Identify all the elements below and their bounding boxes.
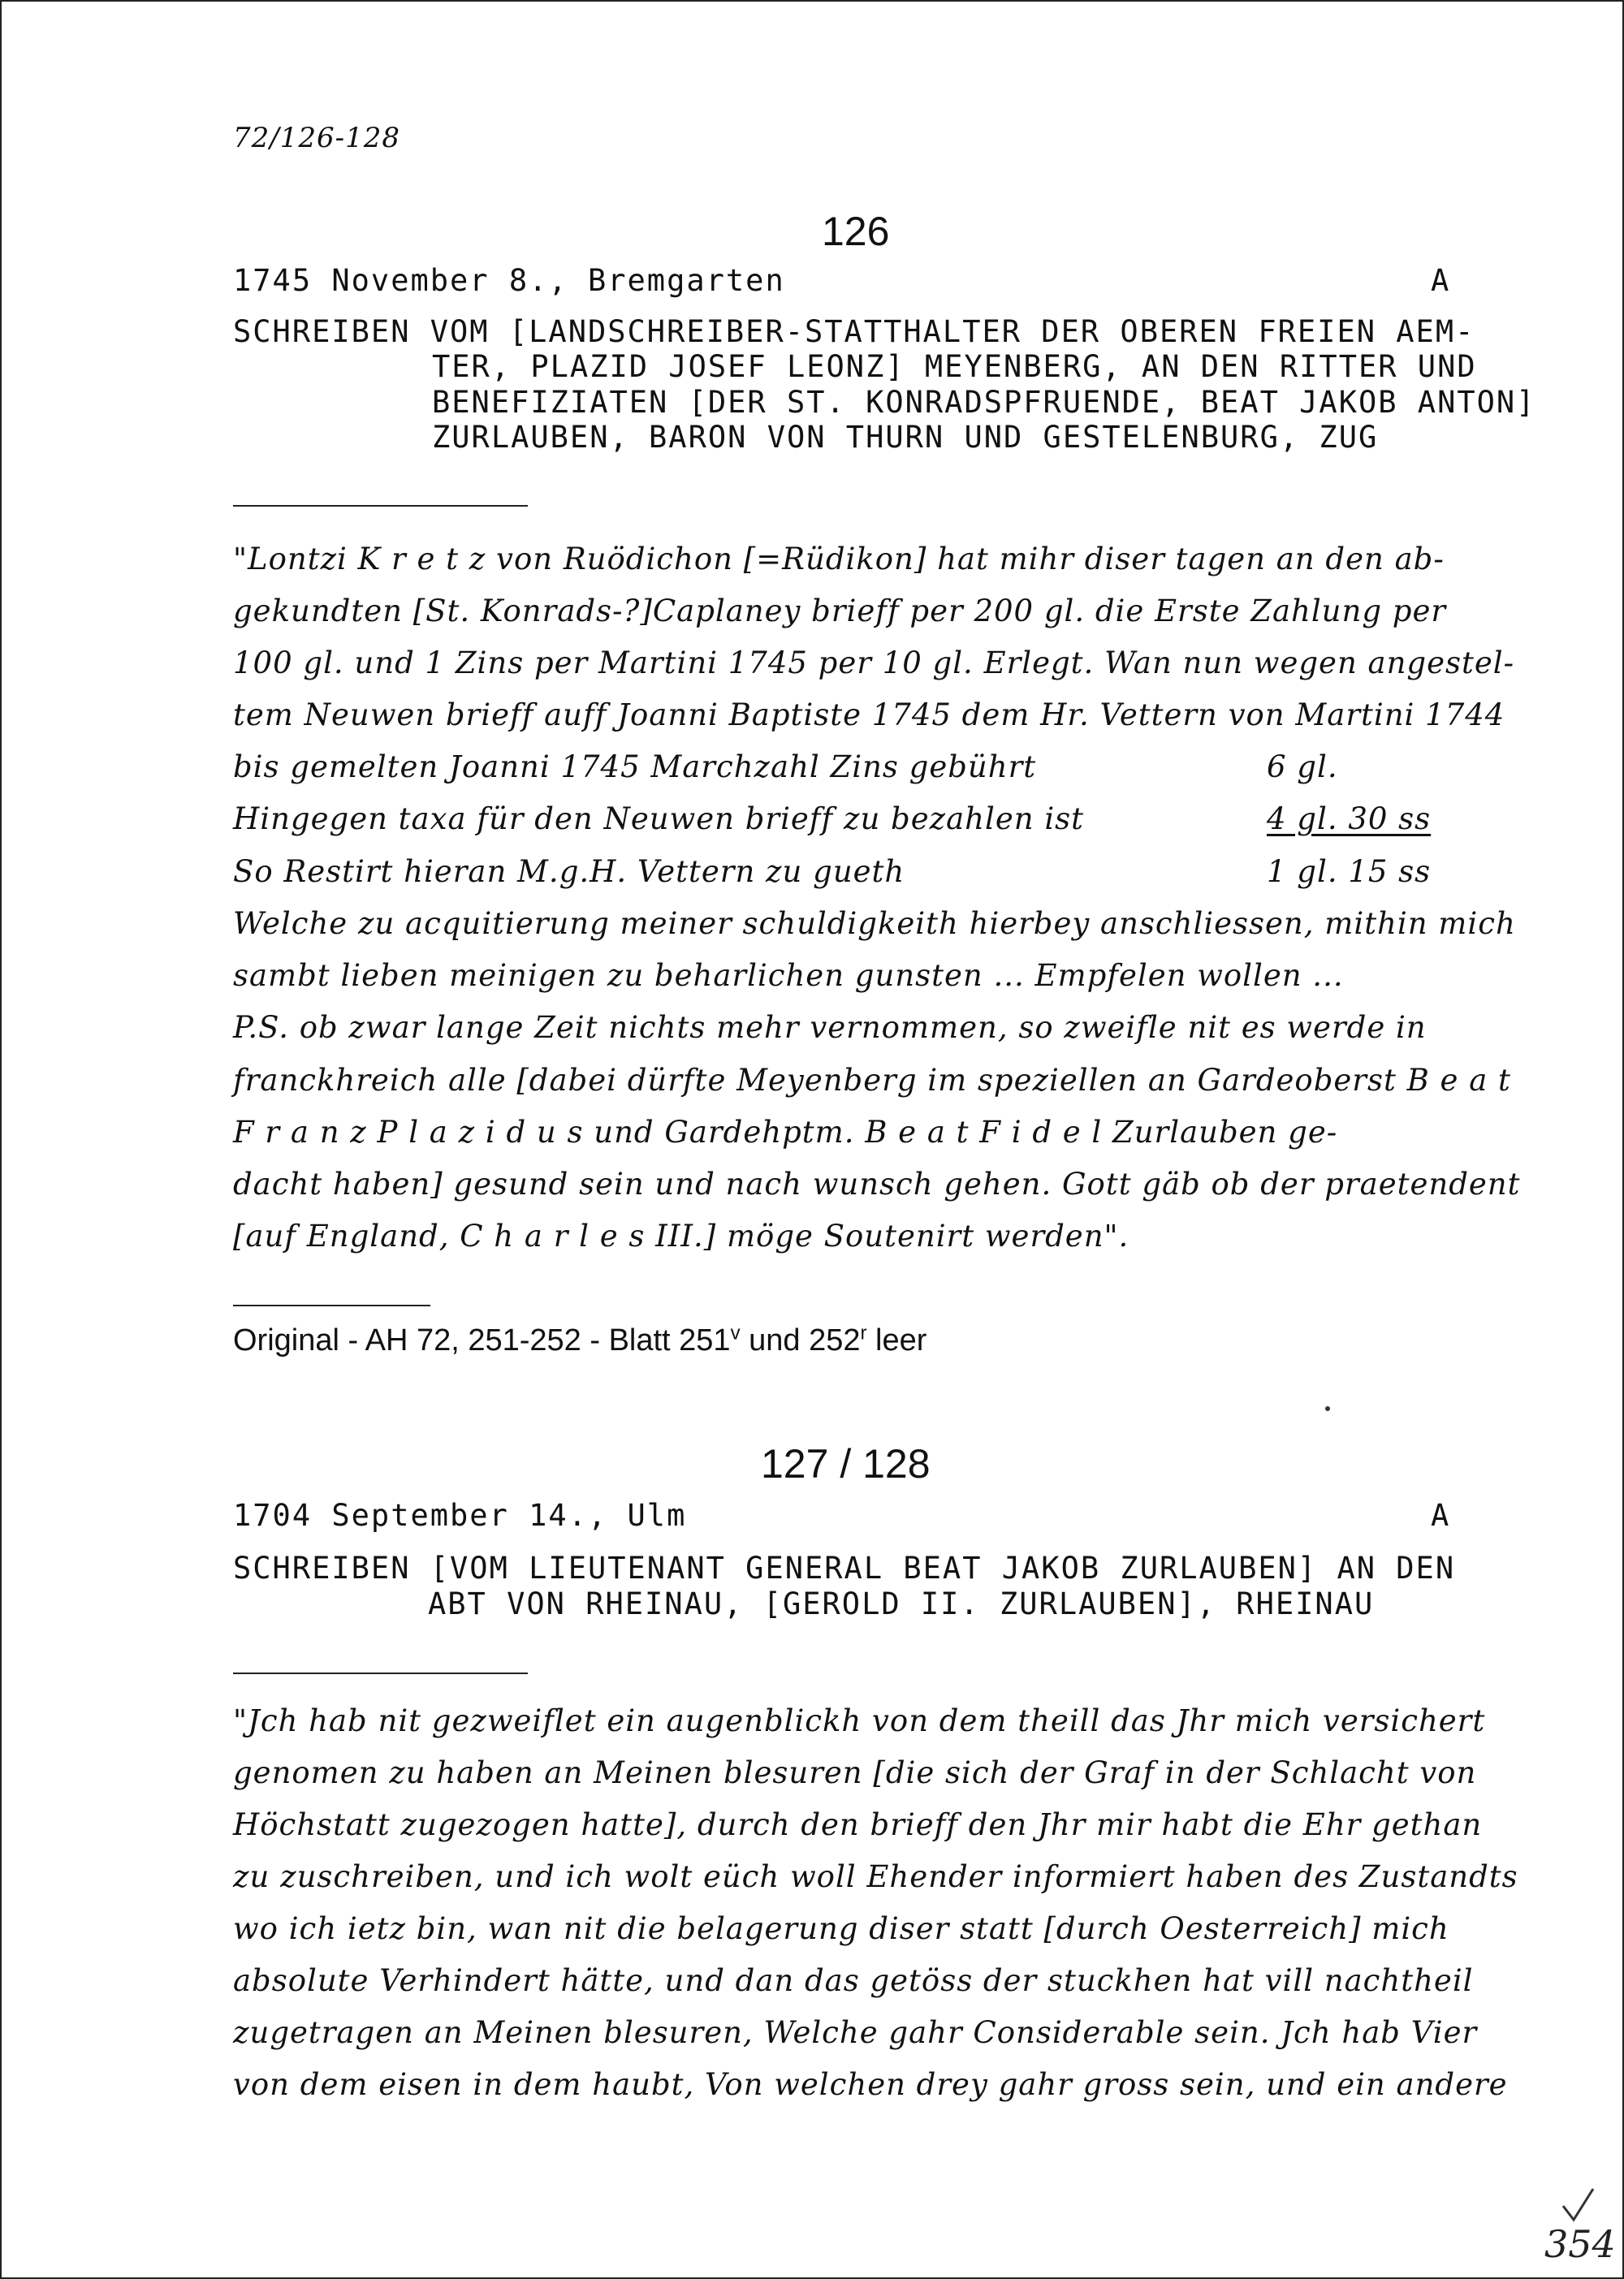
text-line: Welche zu acquitierung meiner schuldigkeith hierbey anschliessen, mithin mich <box>233 906 1516 941</box>
heading-127-line: SCHREIBEN [VOM LIEUTENANT GENERAL BEAT JAKOB ZURLAUBEN] AN DEN <box>233 1551 1456 1586</box>
text-line: 100 gl. und 1 Zins per Martini 1745 per 10 gl. Erlegt. Wan nun wegen angestel- <box>233 645 1515 680</box>
text-line: sambt lieben meinigen zu beharlichen gunsten ... Empfelen wollen ... <box>233 958 1344 993</box>
document-number-126: 126 <box>822 209 890 254</box>
separator-rule <box>233 1305 430 1306</box>
text-line: von dem eisen in dem haubt, Von welchen drey gahr gross sein, und ein andere <box>233 2067 1508 2102</box>
amount: 1 gl. 15 ss <box>1267 854 1432 889</box>
heading-126-line: ZURLAUBEN, BARON VON THURN UND GESTELENBURG, ZUG <box>432 420 1379 455</box>
text-line: "Jch hab nit gezweiflet ein augenblickh von dem theill das Jhr mich versichert <box>233 1703 1486 1738</box>
text-line: Höchstatt zugezogen hatte], durch den brieff den Jhr mir habt die Ehr gethan <box>233 1807 1483 1842</box>
text-line: dacht haben] gesund sein und nach wunsch gehen. Gott gäb ob der praetendent <box>233 1167 1521 1202</box>
text-line: So Restirt hieran M.g.H. Vettern zu gueth <box>233 854 905 889</box>
text-line: zugetragen an Meinen blesuren, Welche gahr Considerable sein. Jch hab Vier <box>233 2015 1478 2050</box>
date-place-127: 1704 September 14., Ulm <box>233 1498 687 1533</box>
text-line: wo ich ietz bin, wan nit die belagerung diser statt [durch Oesterreich] mich <box>233 1911 1449 1946</box>
separator-rule <box>233 1673 528 1674</box>
text-line: absolute Verhindert hätte, und dan das getöss der stuckhen hat vill nachtheil <box>233 1963 1474 1998</box>
heading-126-line: SCHREIBEN VOM [LANDSCHREIBER-STATTHALTER DER OBEREN FREIEN AEM- <box>233 314 1475 349</box>
text-line: gekundten [St. Konrads-?]Caplaney brieff per 200 gl. die Erste Zahlung per <box>233 593 1447 628</box>
text-line: tem Neuwen brieff auff Joanni Baptiste 1745 dem Hr. Vettern von Martini 1744 <box>233 697 1505 732</box>
mark-127: A <box>1431 1498 1451 1533</box>
separator-rule <box>233 505 528 507</box>
text-line: F r a n z P l a z i d u s und Gardehptm. B e a t F i d e l Zurlauben ge- <box>233 1115 1338 1150</box>
text-line: genomen zu haben an Meinen blesuren [die sich der Graf in der Schlacht von <box>233 1755 1477 1790</box>
text-line: "Lontzi K r e t z von Ruödichon [=Rüdikon] hat mihr diser tagen an den ab- <box>233 542 1445 576</box>
text-line: Hingegen taxa für den Neuwen brieff zu bezahlen ist <box>233 801 1085 836</box>
document-number-127-128: 127 / 128 <box>761 1441 931 1487</box>
text-line: [auf England, C h a r l e s III.] möge Soutenirt werden". <box>233 1219 1129 1254</box>
check-mark-icon <box>1559 2186 1600 2226</box>
amount: 6 gl. <box>1267 749 1338 784</box>
date-place-126: 1745 November 8., Bremgarten <box>233 263 785 298</box>
heading-126-line: TER, PLAZID JOSEF LEONZ] MEYENBERG, AN DEN RITTER UND <box>432 349 1477 384</box>
heading-126-line: BENEFIZIATEN [DER ST. KONRADSPFRUENDE, BEAT JAKOB ANTON] <box>432 385 1536 420</box>
text-line: P.S. ob zwar lange Zeit nichts mehr vernommen, so zweifle nit es werde in <box>233 1010 1427 1045</box>
ink-dot <box>1325 1406 1330 1411</box>
amount: 4 gl. 30 ss <box>1267 801 1432 836</box>
source-note: Original - AH 72, 251-252 - Blatt 251$^v$ und 252$^r$ leer <box>233 1322 927 1357</box>
handwritten-page-number: 354 <box>1544 2222 1616 2266</box>
mark-126: A <box>1431 263 1451 298</box>
text-line: bis gemelten Joanni 1745 Marchzahl Zins gebührt <box>233 749 1037 784</box>
text-line: franckhreich alle [dabei dürfte Meyenberg im speziellen an Gardeoberst B e a t <box>233 1063 1511 1098</box>
heading-127-line: ABT VON RHEINAU, [GEROLD II. ZURLAUBEN], RHEINAU <box>428 1586 1375 1621</box>
archive-reference: 72/126-128 <box>233 122 400 154</box>
text-line: zu zuschreiben, und ich wolt eüch woll Ehender informiert haben des Zustandts <box>233 1859 1518 1894</box>
